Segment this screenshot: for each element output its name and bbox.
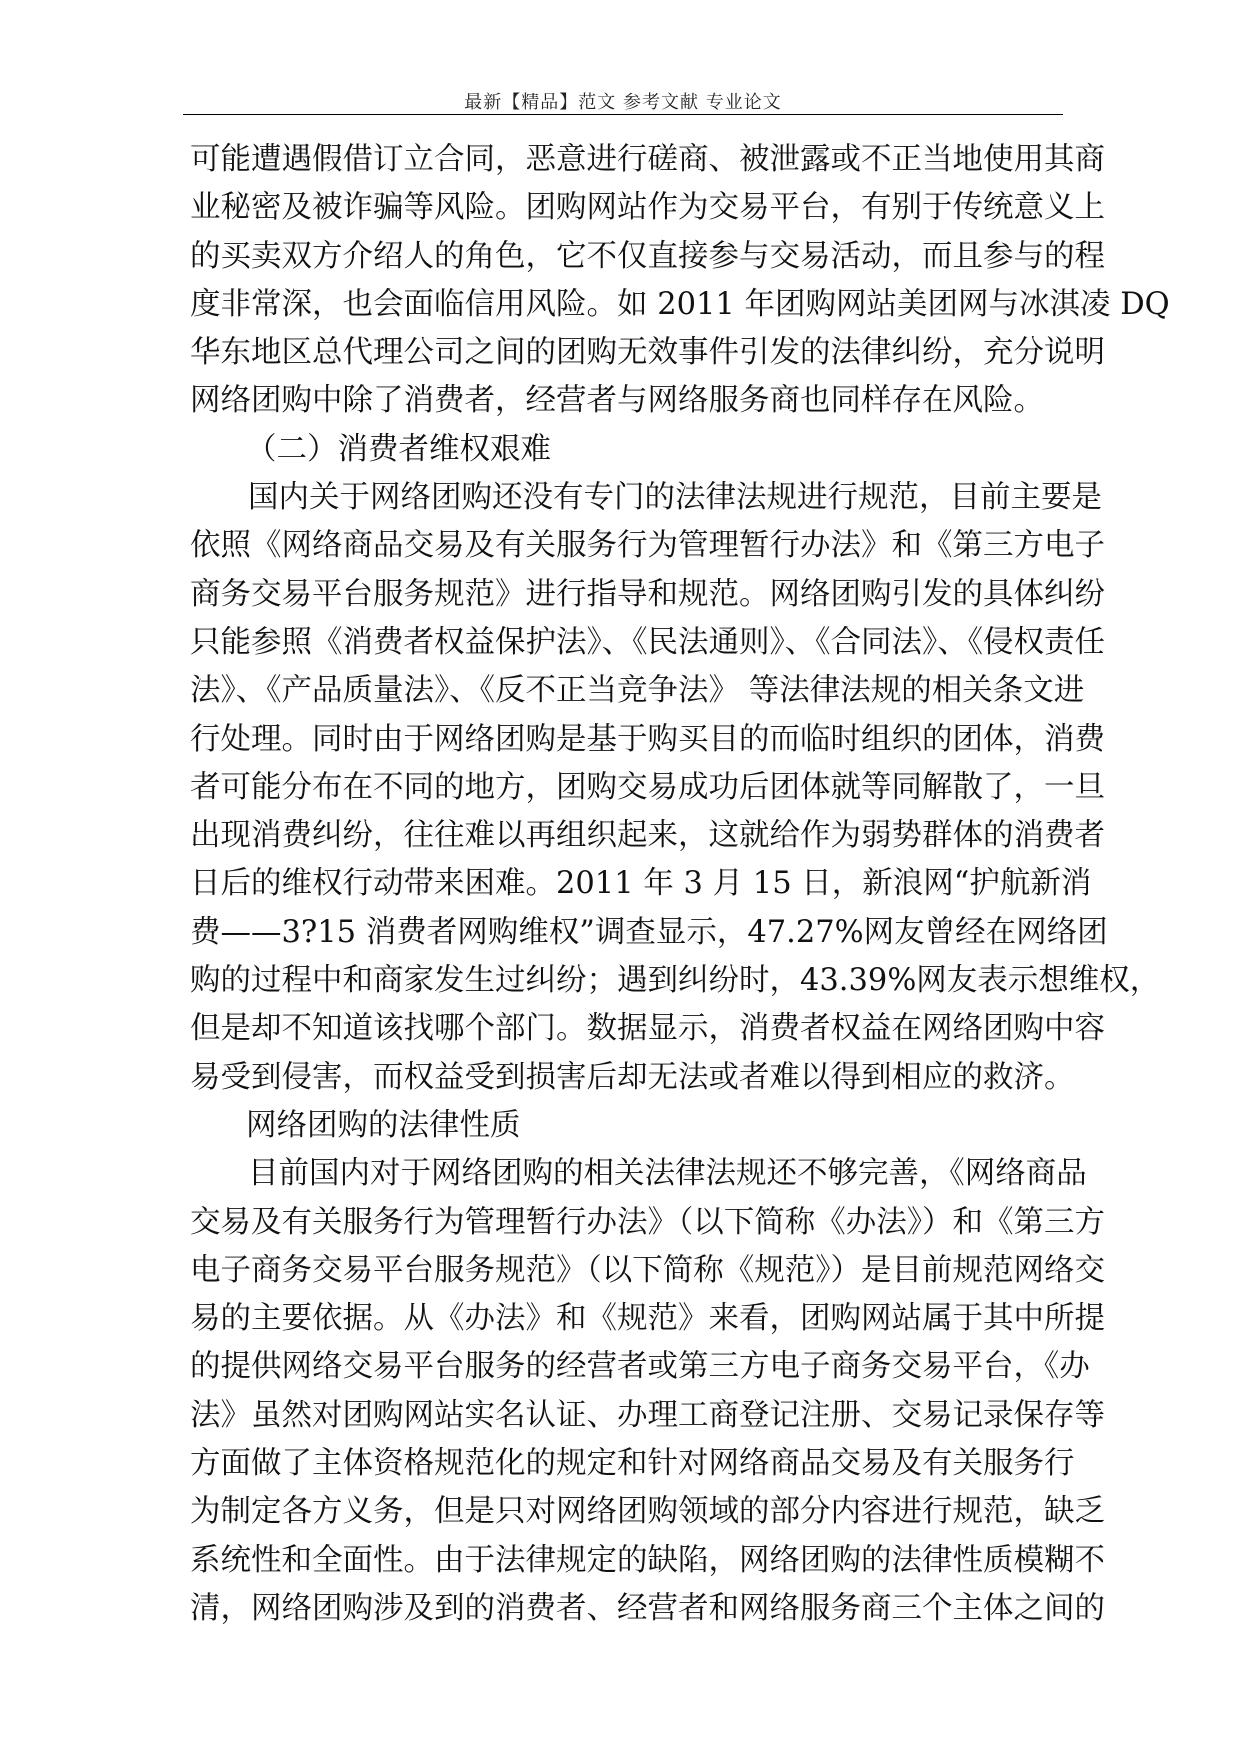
text-line: 目前国内对于网络团购的相关法律法规还不够完善，《网络商品 [248, 1156, 1087, 1192]
text-line: 依照《网络商品交易及有关服务行为管理暂行办法》和《第三方电子 [190, 528, 1105, 564]
text-line: 电子商务交易平台服务规范》（以下简称《规范》）是目前规范网络交 [190, 1252, 1105, 1288]
text-line: 交易及有关服务行为管理暂行办法》（以下简称《办法》）和《第三方 [190, 1204, 1105, 1240]
text-line: 可能遭遇假借订立合同，恶意进行磋商、被泄露或不正当地使用其商 [190, 142, 1105, 177]
text-line: 日后的维权行动带来困难。2011 年 3 月 15 日，新浪网“护航新消 [190, 866, 1092, 902]
text-line: 但是却不知道该找哪个部门。数据显示，消费者权益在网络团购中容 [190, 1011, 1105, 1047]
text-line: 费——3?15 消费者网购维权”调查显示，47.27%网友曾经在网络团 [190, 914, 1108, 950]
text-line: 的买卖双方介绍人的角色，它不仅直接参与交易活动，而且参与的程 [190, 238, 1105, 274]
text-line: 法》虽然对团购网站实名认证、办理工商登记注册、交易记录保存等 [190, 1397, 1105, 1433]
text-line: 的提供网络交易平台服务的经营者或第三方电子商务交易平台，《办 [190, 1349, 1090, 1385]
text-line: 清，网络团购涉及到的消费者、经营者和网络服务商三个主体之间的 [190, 1590, 1105, 1626]
text-line: 网络团购中除了消费者，经营者与网络服务商也同样存在风险。 [190, 383, 1044, 419]
text-line: 法》、《产品质量法》、《反不正当竞争法》 等法律法规的相关条文进 [190, 673, 1085, 709]
text-line: 出现消费纠纷，往往难以再组织起来，这就给作为弱势群体的消费者 [190, 818, 1105, 854]
text-line: 度非常深，也会面临信用风险。如 2011 年团购网站美团网与冰淇凌 DQ [190, 286, 1170, 322]
document-body [190, 136, 1170, 1633]
text-line: 者可能分布在不同的地方，团购交易成功后团体就等同解散了，一旦 [190, 769, 1105, 805]
text-line: 行处理。同时由于网络团购是基于购买目的而临时组织的团体，消费 [190, 721, 1105, 757]
text-line: 易的主要依据。从《办法》和《规范》来看，团购网站属于其中所提 [190, 1301, 1105, 1337]
section-heading-rights: （二）消费者维权艰难 [246, 431, 551, 467]
text-line: 业秘密及被诈骗等风险。团购网站作为交易平台，有别于传统意义上 [190, 190, 1105, 226]
header-rule [183, 114, 1063, 115]
text-line: 华东地区总代理公司之间的团购无效事件引发的法律纠纷，充分说明 [190, 335, 1105, 371]
text-line: 国内关于网络团购还没有专门的法律法规进行规范，目前主要是 [248, 480, 1102, 516]
text-line: 系统性和全面性。由于法律规定的缺陷，网络团购的法律性质模糊不 [190, 1542, 1105, 1578]
text-line: 商务交易平台服务规范》进行指导和规范。网络团购引发的具体纠纷 [190, 576, 1105, 612]
text-line: 购的过程中和商家发生过纠纷；遇到纠纷时，43.39%网友表示想维权， [190, 963, 1161, 999]
text-line: 只能参照《消费者权益保护法》、《民法通则》、《合同法》、《侵权责任 [190, 624, 1105, 660]
text-line: 为制定各方义务，但是只对网络团购领域的部分内容进行规范，缺乏 [190, 1494, 1105, 1530]
page-header: 最新【精品】范文 参考文献 专业论文 [464, 92, 782, 113]
section-heading-legal-nature: 网络团购的法律性质 [246, 1107, 521, 1143]
text-line: 易受到侵害，而权益受到损害后却无法或者难以得到相应的救济。 [190, 1059, 1075, 1095]
text-line: 方面做了主体资格规范化的规定和针对网络商品交易及有关服务行 [190, 1446, 1075, 1482]
